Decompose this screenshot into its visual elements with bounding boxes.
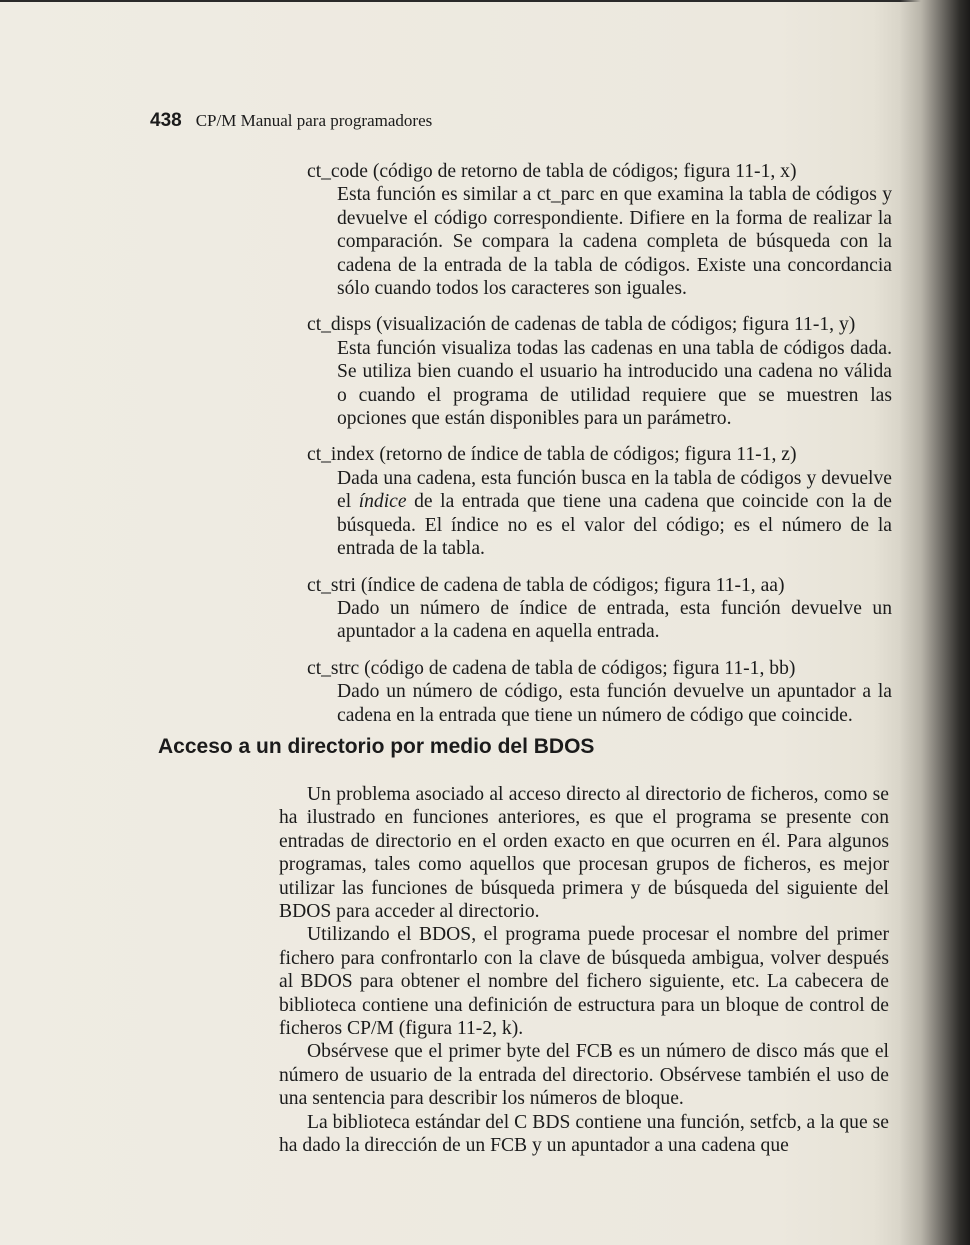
section-body (279, 783, 889, 1158)
entry-description: Esta función es similar a ct_parc en que examina la tabla de códigos y devuelve el código correspondiente. Difiere en la forma de realizar la comparación. Se compara la cadena completa de búsqueda con la cadena de la entrada de la tabla de códigos. Existe una concordancia sólo cuando todos los caracteres son iguales. (337, 184, 892, 300)
paragraph: Un problema asociado al acceso directo al directorio de ficheros, como se ha ilustrado en funciones anteriores, es que el programa se presente con entradas de directorio en el orden exacto en que ocurren en él. Para algunos programas, tales como aquellos que procesan grupos de ficheros, es mejor utilizar las funciones de búsqueda primera y de búsqueda del siguiente del BDOS para acceder al directorio. (279, 784, 889, 923)
entry-ct-index (307, 443, 892, 560)
entry-description (337, 467, 892, 561)
entry-description: Dado un número de índice de entrada, esta función devuelve un apuntador a la cadena en aquella entrada. (337, 597, 892, 643)
book-binding-shadow (900, 0, 970, 1245)
description-text: de la entrada que tiene una cadena que coincide con la de búsqueda. El índice no es el valor del código; es el número de la entrada de la tabla. (337, 491, 892, 560)
entry-term: ct_disps (visualización de cadenas de tabla de códigos; figura 11-1, y) (307, 314, 856, 336)
entry-description: Dado un número de código, esta función devuelve un apuntador a la cadena en la entrada que tiene un número de código que coincide. (337, 681, 892, 726)
entry-term: ct_code (código de retorno de tabla de códigos; figura 11-1, x) (307, 161, 797, 182)
paragraph: La biblioteca estándar del C BDS contiene una función, setfcb, a la que se ha dado la dirección de un FCB y un apuntador a una cadena que (279, 1111, 889, 1157)
italic-term: índice (358, 491, 407, 513)
running-title: CP/M Manual para programadores (195, 111, 433, 130)
entry-term: ct_index (retorno de índice de tabla de códigos; figura 11-1, z) (307, 444, 797, 466)
running-header (150, 110, 432, 132)
entry-ct-stri (307, 574, 892, 644)
function-entries (307, 160, 892, 740)
description-text: Dada una cadena, esta función busca en la tabla de códigos y devuelve el (337, 467, 892, 513)
paragraph: Utilizando el BDOS, el programa puede procesar el nombre del primer fichero para confrontarlo con la clave de búsqueda ambigua, volver después al BDOS para obtener el nombre del fichero siguiente, etc. La cabecera de biblioteca contiene una definición de estructura para un bloque de control de ficheros CP/M (figura 11-2, k). (279, 924, 889, 1040)
paragraph: Obsérvese que el primer byte del FCB es un número de disco más que el número de usuario de la entrada del directorio. Obsérvese también el uso de una sentencia para describir los números de bloque. (279, 1041, 889, 1110)
entry-ct-disps (307, 313, 892, 430)
entry-term: ct_strc (código de cadena de tabla de códigos; figura 11-1, bb) (307, 657, 796, 679)
entry-term: ct_stri (índice de cadena de tabla de códigos; figura 11-1, aa) (307, 574, 785, 596)
entry-ct-code (307, 160, 892, 300)
section-heading: Acceso a un directorio por medio del BDOS (158, 735, 595, 758)
entry-ct-strc (307, 657, 892, 727)
entry-description: Esta función visualiza todas las cadenas en una tabla de códigos dada. Se utiliza bien cuando el usuario ha introducido una cadena no válida o cuando el programa de utilidad requiere que se muestren las opciones que están disponibles para un parámetro. (337, 337, 892, 430)
page-top-edge (0, 0, 970, 2)
page-number: 438 (150, 110, 182, 131)
